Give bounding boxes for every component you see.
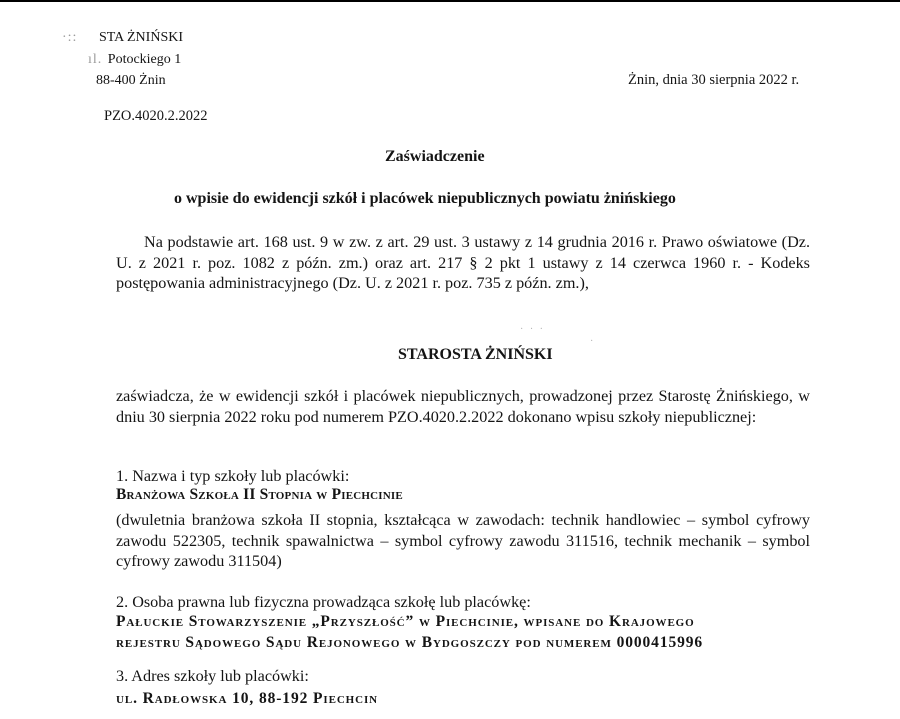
- letterhead-street: Potockiego 1: [107, 52, 182, 67]
- letterhead-city: 88-400 Żnin: [96, 73, 166, 88]
- item-1-school-name: Branżowa Szkoła II Stopnia w Piechcinie: [116, 486, 403, 503]
- item-1-label: 1. Nazwa i typ szkoły lub placówki:: [116, 467, 350, 485]
- item-1-note: (dwuletnia branżowa szkoła II stopnia, kształcąca w zawodach: technik handlowiec – symbol cyfrowy zawodu 522305, technik spawalnictwa – symbol cyfrowy zawodu 311516, technik mechanik – symbol cyfrowy zawodu 311504): [116, 511, 810, 570]
- item-2-operator-line-1: Pałuckie Stowarzyszenie „Przyszłość” w Piechcinie, wpisane do Krajowego: [116, 613, 695, 630]
- legal-basis-paragraph: Na podstawie art. 168 ust. 9 w zw. z art. 29 ust. 3 ustawy z 14 grudnia 2016 r. Prawo oświatowe (Dz. U. z 2021 r. poz. 1082 z późn. zm.) oraz art. 217 § 2 pkt 1 ustawy z 14 czerwca 1960 r. - Kodeks postępowania administracyjnego (Dz. U. z 2021 r. poz. 735 z późn. zm.),: [116, 233, 810, 292]
- reference-number: PZO.4020.2.2022: [104, 108, 208, 124]
- letterhead-line-1: [62, 30, 183, 46]
- document-title: Zaświadczenie: [385, 148, 485, 165]
- authority-heading: STAROSTA ŻNIŃSKI: [398, 346, 553, 363]
- item-2-operator-line-2: rejestru Sądowego Sądu Rejonowego w Bydgoszczy pod numerem 0000415996: [116, 634, 704, 651]
- letterhead-smudge: ıl.: [88, 52, 103, 67]
- place-date: Żnin, dnia 30 sierpnia 2022 r.: [628, 72, 800, 88]
- item-3-address: ul. Radłowska 10, 88-192 Piechcin: [116, 690, 378, 707]
- letterhead-smudge: ·::: [62, 30, 78, 45]
- scan-noise: ·: [590, 336, 596, 347]
- letterhead-office-name: STA ŻNIŃSKI: [98, 30, 184, 45]
- item-3-label: 3. Adres szkoły lub placówki:: [116, 667, 309, 685]
- letterhead-line-2: [88, 52, 181, 68]
- scan-noise: · · ·: [520, 324, 545, 335]
- document-subtitle: o wpisie do ewidencji szkół i placówek niepublicznych powiatu żnińskiego: [174, 190, 676, 207]
- certification-paragraph: zaświadcza, że w ewidencji szkół i placówek niepublicznych, prowadzonej przez Starostę Żnińskiego, w dniu 30 sierpnia 2022 roku pod numerem PZO.4020.2.2022 dokonano wpisu szkoły niepublicznej:: [116, 387, 810, 426]
- scan-top-edge: [0, 0, 900, 2]
- item-2-label: 2. Osoba prawna lub fizyczna prowadząca szkołę lub placówkę:: [116, 593, 531, 611]
